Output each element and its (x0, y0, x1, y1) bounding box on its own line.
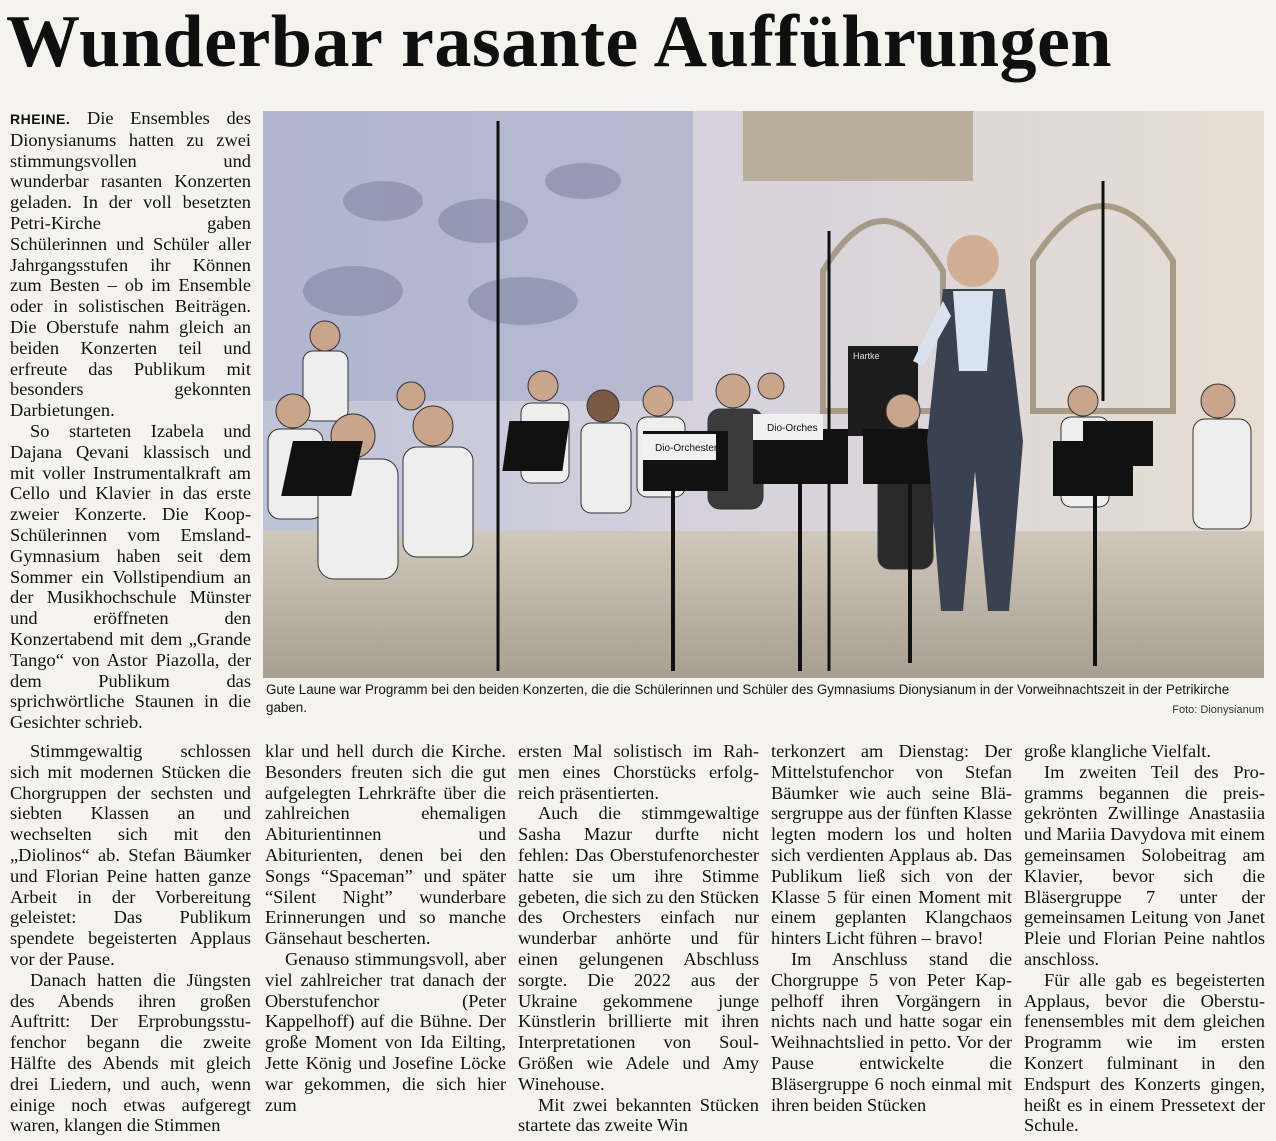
article-column-1 (10, 108, 251, 733)
stand-sign-1-text: Dio-Orchester (655, 443, 718, 454)
paragraph: Stimmgewaltig schlossen sich mit modernen Stücken die Chorgruppen der sechsten und siebten Klassen an und wechselten sich mit den „Diolinos“ ab. Stefan Bäumker und Florian Peine hatten ganze Arbeit in der Vorbereitung geleistet: Das Publikum spendete begeisterten Applaus vor der Pause. (10, 741, 251, 969)
article-column-3 (518, 741, 759, 1136)
stand-sign-2-text: Dio-Orches (767, 423, 818, 434)
paragraph: klar und hell durch die Kirche. Besonders freuten sich die gut aufgelegten Lehrkräfte über die zahlreichen ehemaligen Abiturientinnen und Abiturienten, denen bei den Songs “Spaceman” und später “Silent Night” wunderbare Erinnerungen und so manche Gänsehaut bescherten. (265, 741, 506, 949)
paragraph: terkonzert am Dienstag: Der Mittelstufenchor von Stefan Bäumker wie auch seine Bläsergruppe aus der fünften Klasse legten modern los und holten sich verdienten Applaus ab. Das Publikum ließ sich von der Klasse 5 für einen Moment mit einem geplanten Klangchaos hinters Licht führen – bravo! (771, 741, 1012, 949)
paragraph (10, 108, 251, 421)
dateline: RHEINE. (10, 111, 71, 127)
paragraph: Genauso stimmungsvoll, aber viel zahlreicher trat danach der Oberstufenchor (Peter Kappelhoff) auf die Bühne. Der große Moment von Ida Eilting, Jette König und Josefine Löcke war gekommen, die sich hier zum (265, 948, 506, 1115)
article-column-2 (265, 741, 506, 1115)
paragraph: So starteten Izabela und Dajana Qevani klassisch und mit voller Instrumentalkraft am Cello und Klavier in das erste zweier Konzerte. Die Koop-Schülerinnen vom Emsland-Gymnasium haben seit dem Sommer ein Vollstipendium an der Musikhochschule Münster und eröffneten den Konzertabend mit dem „Grande Tango“ von Astor Piazolla, der dem Publikum das sprichwörtliche Staunen in die Gesichter schrieb. (10, 420, 251, 733)
paragraph: ersten Mal solistisch im Rahmen eines Chorstücks erfolgreich präsentierten. (518, 741, 759, 803)
paragraph: Auch die stimmgewaltige Sasha Mazur durfte nicht fehlen: Das Oberstufenorchester hatte sie um ihre Stimme gebeten, die sich zu den Stücken des Orchesters einfach nur wunderbar anhörte und für einen gelungenen Abschluss sorgte. Die 2022 aus der Ukraine gekommene junge Künstlerin brillierte mit ihren Interpretationen von Soul-Größen wie Adele und Amy Winehouse. (518, 803, 759, 1094)
amplifier-label: Hartke (853, 351, 880, 361)
article-headline: Wunderbar rasante Aufführungen (6, 1, 1113, 83)
article-column-5 (1024, 741, 1265, 1136)
paragraph: große klangliche Vielfalt. (1024, 741, 1211, 761)
photo-credit: Foto: Dionysianum (1172, 704, 1264, 716)
paragraph-text: Die Ensembles des Dionysianums hatten zu zwei stimmungsvollen und wunderbar rasanten Konzerten geladen. In der voll besetzten Petri-Kirche gaben Schülerinnen und Schüler aller Jahrgangsstufen ihr Können zum Besten – ob im Ensemble oder in solistischen Beiträgen. Die Oberstufe nahm gleich an beiden Konzerten teil und erfreute das Publikum mit besonders gekonnten Darbietungen. (10, 108, 251, 421)
article-column-1-lower (10, 741, 251, 1136)
concert-photo (263, 111, 1264, 678)
paragraph: Mit zwei bekannten Stücken startete das zweite Win (518, 1094, 759, 1136)
paragraph: Im zweiten Teil des Programms begannen die preisgekrönten Zwillinge Anastasiia und Mariia Davydova mit einem gemeinsamen Solobeitrag am Klavier, bevor sich die Bläsergruppe 7 unter der gemeinsamen Leitung von Janet Pleie und Florian Peine nahtlos anschloss. (1024, 761, 1265, 969)
photo-caption: Gute Laune war Programm bei den beiden Konzerten, die die Schülerinnen und Schüler des Gymnasiums Dionysianum in der Vorweihnachtszeit in der Petrikirche gaben. (266, 682, 1230, 715)
concert-photo-illustration (263, 111, 1264, 678)
window-frame (743, 111, 973, 181)
paragraph: Danach hatten die Jüngsten des Abends ihren großen Auftritt: Der Erprobungsstufenchor begann die zweite Hälfte des Abends mit gleich drei Liedern, und auch, wenn einige noch etwas aufgeregt waren, klangen die Stimmen (10, 969, 251, 1136)
paragraph: Im Anschluss stand die Chorgruppe 5 von Peter Kappelhoff ihren Vorgängern in nichts nach und hatte sogar ein Weihnachtslied in petto. Vor der Pause entwickelte die Bläsergruppe 6 noch einmal mit ihren beiden Stücken (771, 948, 1012, 1115)
paragraph: Für alle gab es begeisterten Applaus, bevor die Oberstufenensembles mit dem gleichen Programm wie im ersten Konzert fulminant in den Endspurt des Konzerts gingen, heißt es in einem Pressetext der Schule. (1024, 969, 1265, 1136)
article-column-4 (771, 741, 1012, 1115)
